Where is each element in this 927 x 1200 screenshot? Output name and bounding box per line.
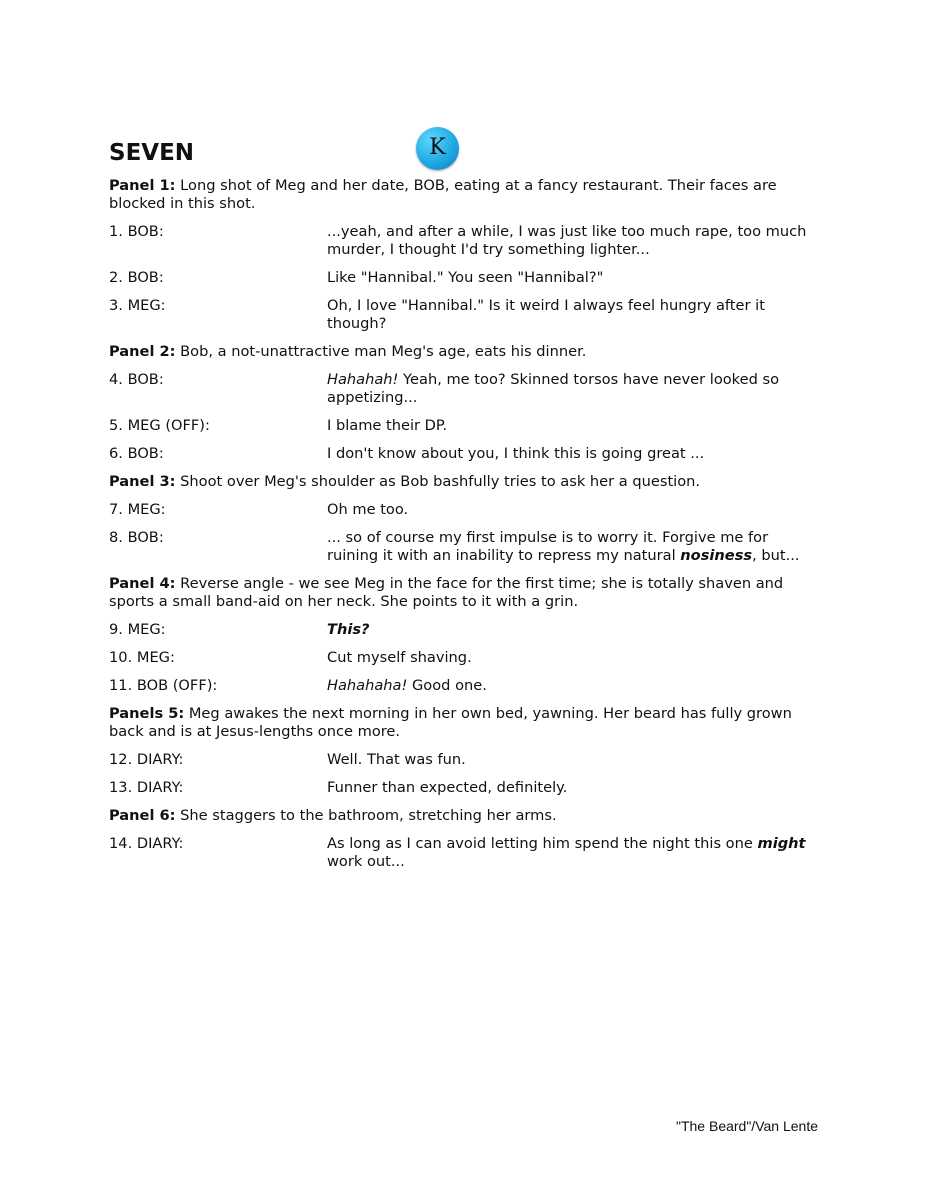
logo-letter: K [429,134,446,160]
dialogue-line [109,751,821,769]
panel-description [109,177,821,213]
dialogue-text [327,445,821,463]
dialogue-text [327,779,821,797]
speaker-label: 3. MEG: [109,297,166,314]
dialogue-text-part: Yeah, me too? Skinned torsos have never looked so appetizing... [327,371,780,406]
dialogue-text [327,751,821,769]
dialogue-text [327,417,821,435]
dialogue-line [109,621,821,639]
dialogue-text-part: As long as I can avoid letting him spend the night this one [327,835,758,852]
dialogue-text-part: ... so of course my first impulse is to worry it. Forgive me for ruining it with an inability to repress my natural [327,529,769,564]
dialogue-strong-emphasis [327,621,370,638]
speaker-label: 14. DIARY: [109,835,184,852]
speaker-label: 12. DIARY: [109,751,184,768]
dialogue-strong-word: might [757,835,806,852]
speaker-label: 10. MEG: [109,649,175,666]
dialogue-line [109,501,821,519]
dialogue-line [109,371,821,407]
panel-description [109,343,821,361]
speaker-label: 13. DIARY: [109,779,184,796]
panel-text: Reverse angle - we see Meg in the face for the first time; she is totally shaven and sports a small band-aid on her neck. She points to it with a grin. [109,575,784,610]
dialogue-emphasis: Hahahah! [327,371,399,388]
dialogue-strong-word: nosiness [680,547,753,564]
panel-text: Bob, a not-unattractive man Meg's age, eats his dinner. [175,343,587,360]
speaker-label: 8. BOB: [109,529,164,546]
dialogue-strong-emphasis [680,547,752,564]
dialogue-text-tail: work out... [327,853,405,870]
panel-text: She staggers to the bathroom, stretching her arms. [175,807,557,824]
dialogue-text [327,621,821,639]
dialogue-line [109,779,821,797]
dialogue-line [109,835,821,871]
dialogue-line [109,417,821,435]
panel-label: Panel 3: [109,473,176,490]
panel-description [109,575,821,611]
page-title: SEVEN [109,140,195,166]
dialogue-text-part: I blame their DP. [327,417,448,434]
panel-label: Panel 2: [109,343,176,360]
dialogue-text-part: ...yeah, and after a while, I was just like too much rape, too much murder, I thought I'd try something lighter... [327,223,807,258]
dialogue-text [327,223,821,259]
dialogue-line [109,297,821,333]
dialogue-line [109,223,821,259]
speaker-label: 4. BOB: [109,371,164,388]
speaker-label: 6. BOB: [109,445,164,462]
panel-label: Panels 5: [109,705,185,722]
dialogue-text [327,269,821,287]
dialogue-text-part: Oh me too. [327,501,409,518]
script-body [109,177,821,881]
panel-description [109,705,821,741]
k-logo-icon [416,127,459,170]
dialogue-emphasis: Hahahaha! [327,677,408,694]
dialogue-text-part: Funner than expected, definitely. [327,779,568,796]
dialogue-strong-word: This? [327,621,370,638]
panel-text: Shoot over Meg's shoulder as Bob bashfully tries to ask her a question. [175,473,701,490]
dialogue-strong-emphasis [757,835,805,852]
dialogue-text-part: Well. That was fun. [327,751,466,768]
dialogue-line [109,269,821,287]
page-footer: "The Beard"/Van Lente [676,1118,818,1134]
dialogue-line [109,529,821,565]
panel-label: Panel 1: [109,177,176,194]
dialogue-text [327,529,821,565]
dialogue-text-part: Good one. [407,677,487,694]
panel-description [109,473,821,491]
panel-label: Panel 6: [109,807,176,824]
panel-label: Panel 4: [109,575,176,592]
dialogue-text-part: Oh, I love "Hannibal." Is it weird I always feel hungry after it though? [327,297,765,332]
panel-description [109,807,821,825]
speaker-label: 1. BOB: [109,223,164,240]
speaker-label: 7. MEG: [109,501,166,518]
dialogue-text [327,677,821,695]
panel-text: Long shot of Meg and her date, BOB, eating at a fancy restaurant. Their faces are blocked in this shot. [109,177,777,212]
dialogue-text [327,835,821,871]
speaker-label: 5. MEG (OFF): [109,417,210,434]
dialogue-line [109,649,821,667]
dialogue-text [327,371,821,407]
panel-text: Meg awakes the next morning in her own bed, yawning. Her beard has fully grown back and is at Jesus-lengths once more. [109,705,792,740]
dialogue-text-part: I don't know about you, I think this is going great ... [327,445,705,462]
dialogue-text [327,501,821,519]
speaker-label: 11. BOB (OFF): [109,677,218,694]
dialogue-text-part: Like "Hannibal." You seen "Hannibal?" [327,269,604,286]
speaker-label: 2. BOB: [109,269,164,286]
dialogue-text-tail: , but... [752,547,800,564]
dialogue-text [327,649,821,667]
dialogue-text [327,297,821,333]
speaker-label: 9. MEG: [109,621,166,638]
dialogue-line [109,677,821,695]
dialogue-line [109,445,821,463]
dialogue-text-part: Cut myself shaving. [327,649,472,666]
